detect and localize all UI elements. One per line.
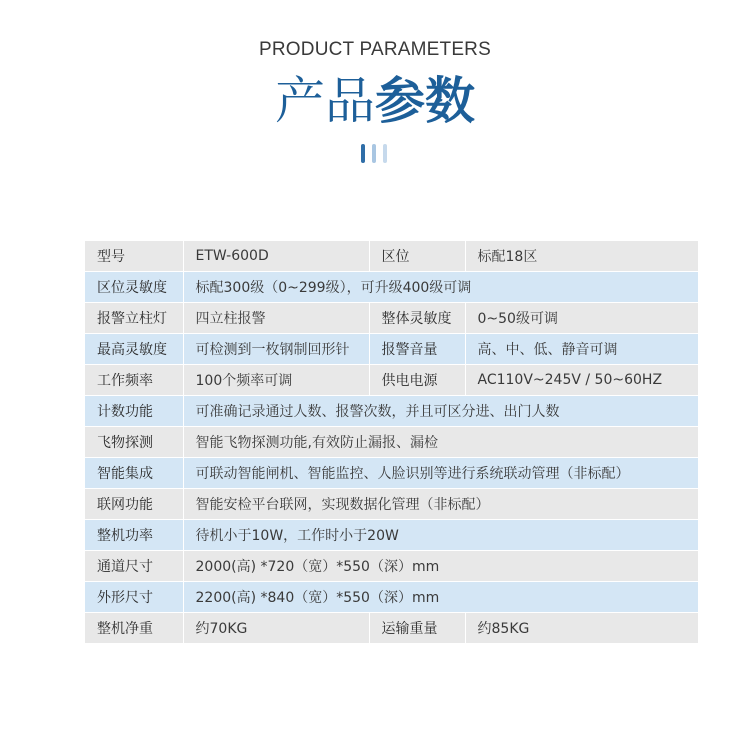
table-row	[85, 396, 698, 427]
param-label: 报警立柱灯	[85, 303, 183, 334]
table-row	[85, 458, 698, 489]
parameter-table-body	[85, 241, 698, 644]
param-label: 通道尺寸	[85, 551, 183, 582]
param-label: 工作频率	[85, 365, 183, 396]
param-label: 报警音量	[369, 334, 465, 365]
param-value: 高、中、低、静音可调	[465, 334, 698, 365]
table-row	[85, 551, 698, 582]
param-label: 最高灵敏度	[85, 334, 183, 365]
param-label: 运输重量	[369, 613, 465, 644]
param-label: 外形尺寸	[85, 582, 183, 613]
param-label: 整机净重	[85, 613, 183, 644]
param-label: 智能集成	[85, 458, 183, 489]
param-label: 供电电源	[369, 365, 465, 396]
param-label: 区位灵敏度	[85, 272, 183, 303]
param-value: 可准确记录通过人数、报警次数，并且可区分进、出门人数	[183, 396, 698, 427]
title-part-1: 产品	[275, 72, 375, 130]
param-value: 0~50级可调	[465, 303, 698, 334]
param-value: 可检测到一枚钢制回形针	[183, 334, 369, 365]
bar-medium	[372, 144, 376, 163]
param-value: ETW-600D	[183, 241, 369, 272]
param-value: 100个频率可调	[183, 365, 369, 396]
section-subtitle: PRODUCT PARAMETERS	[259, 39, 491, 60]
param-label: 飞物探测	[85, 427, 183, 458]
table-row	[85, 613, 698, 644]
table-row	[85, 582, 698, 613]
param-value: 智能安检平台联网，实现数据化管理（非标配）	[183, 489, 698, 520]
param-value: 2000(高) *720（宽）*550（深）mm	[183, 551, 698, 582]
table-row	[85, 334, 698, 365]
param-value: 待机小于10W，工作时小于20W	[183, 520, 698, 551]
section-title	[0, 68, 750, 134]
param-value: 智能飞物探测功能,有效防止漏报、漏检	[183, 427, 698, 458]
param-value: 标配18区	[465, 241, 698, 272]
param-value: 约70KG	[183, 613, 369, 644]
param-value: 四立柱报警	[183, 303, 369, 334]
param-label: 整体灵敏度	[369, 303, 465, 334]
param-label: 联网功能	[85, 489, 183, 520]
param-value: AC110V~245V / 50~60HZ	[465, 365, 698, 396]
param-value: 可联动智能闸机、智能监控、人脸识别等进行系统联动管理（非标配）	[183, 458, 698, 489]
parameter-table	[85, 241, 698, 644]
bar-light	[383, 144, 387, 163]
param-value: 标配300级（0~299级），可升级400级可调	[183, 272, 698, 303]
table-row	[85, 272, 698, 303]
bar-dark	[361, 144, 365, 163]
table-row	[85, 427, 698, 458]
param-value: 约85KG	[465, 613, 698, 644]
param-value: 2200(高) *840（宽）*550（深）mm	[183, 582, 698, 613]
table-row	[85, 241, 698, 272]
title-part-2: 参数	[375, 72, 475, 130]
table-row	[85, 303, 698, 334]
table-row	[85, 489, 698, 520]
table-row	[85, 365, 698, 396]
param-label: 整机功率	[85, 520, 183, 551]
param-label: 型号	[85, 241, 183, 272]
table-row	[85, 520, 698, 551]
param-label: 计数功能	[85, 396, 183, 427]
param-label: 区位	[369, 241, 465, 272]
